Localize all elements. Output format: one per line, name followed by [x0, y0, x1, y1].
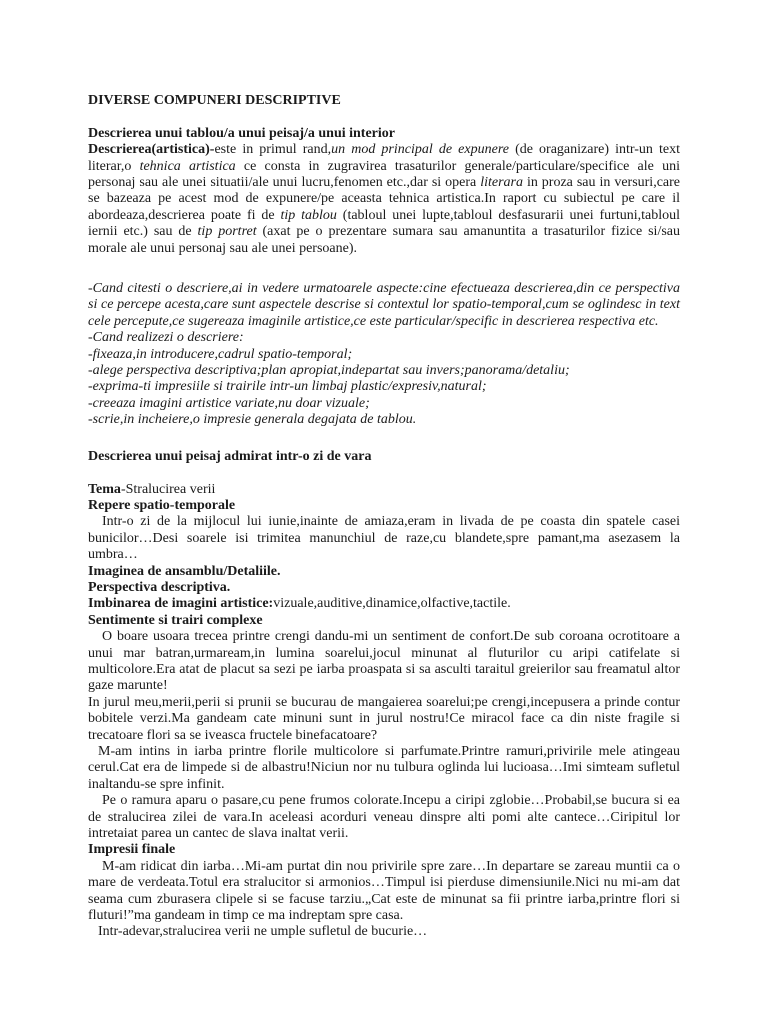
text-run: in proza sau in versuri,care se bazeaza pe acest mod de expunere/pe aceasta tehnica artistica.In raport cu subiectul pe care il abordeaza,descrierea poate fi de — [88, 175, 680, 223]
tips-intro: -Cand citesti o descriere,ai in vedere urmatoarele aspecte:cine efectueaza descrierea,din ce perspectiva si ce percepe acesta,care sunt aspectele descrise si contextul lor spatio-temporal,cum se oglindesc in text cele percepute,ce sugereaza imaginile artistice,ce este particular/specific in descrierea respectiva etc. — [88, 281, 680, 329]
italic-run: tip tablou — [280, 207, 337, 223]
paragraph: In jurul meu,merii,perii si prunii se bucurau de mangaierea soarelui;pe crengi,incepusera a prinde contur bobitele verzi.Ma gandeam cate minuni sunt in jurul nostru!Ce miracol face ca din niste fragile si trecatoare flori sa se iveasca fructele binefacatoare? — [88, 694, 680, 743]
tips-list — [88, 330, 680, 428]
tema-line — [88, 482, 680, 498]
text-run: (de oraganizare) intr-un text literar,o — [88, 142, 680, 174]
spacer — [88, 257, 680, 281]
paragraph: Intr-adevar,stralucirea verii ne umple sufletul de bucurie… — [98, 924, 428, 940]
text-run: (axat pe o prezentare sumara sau amanuntita a trasaturilor fizice si/sau morale ale unui personaj sau ale unei persoane). — [88, 224, 680, 256]
spacer — [88, 109, 680, 125]
subheading: Perspectiva descriptiva. — [88, 579, 231, 595]
subheading: Sentimente si trairi complexe — [88, 612, 263, 628]
tip-item: -scrie,in incheiere,o impresie generala degajata de tablou. — [88, 412, 417, 428]
tip-item: -creeaza imagini artistice variate,nu doar vizuale; — [88, 395, 370, 411]
imbinarea-label: Imbinarea de imagini artistice: — [88, 596, 274, 612]
term: Descrierea(artistica)- — [88, 142, 215, 158]
spacer — [88, 465, 680, 481]
section-heading: Descrierea unui peisaj admirat intr-o zi de vara — [88, 448, 372, 464]
document-title: DIVERSE COMPUNERI DESCRIPTIVE — [88, 93, 341, 108]
definition-paragraph — [88, 142, 680, 257]
paragraph: Pe o ramura aparu o pasare,cu pene frumos colorate.Incepu a ciripi zglobie…Probabil,se bucura si ea de stralucirea zilei de vara.In aceleasi acorduri veneau dinspre alti pomi alte cantece…Ciripitul lor intretaiat parea un cantec de slava inaltat verii. — [88, 793, 680, 842]
subheading: Impresii finale — [88, 842, 176, 858]
paragraph: M-am intins in iarba printre florile multicolore si parfumate.Printre ramuri,privirile mele atingeau cerul.Cat era de limpede si de albastru!Niciun nor nu tulbura oglinda lui lucioasa…Imi simteam sufletul inaltandu-se spre infinit. — [88, 744, 680, 792]
paragraph: M-am ridicat din iarba…Mi-am purtat din nou privirile spre zare…In departare se zareau muntii ca o mare de verdeata.Totul era stralucitor si armonios…Timpul isi pierduse dimensiunile.Nici nu mi-am dat seama cum zburasera clipele si se facuse tarziu.„Cat este de minunat sa fii printre iarba,printre flori si fluturi!”ma gandeam in timp ce ma indreptam spre casa. — [88, 858, 680, 924]
section-heading: Descrierea unui tablou/a unui peisaj/a unui interior — [88, 125, 395, 141]
tip-item: -fixeaza,in introducere,cadrul spatio-temporal; — [88, 346, 353, 362]
tema-value: -Stralucirea verii — [120, 481, 216, 497]
tip-item: -exprima-ti impresiile si trairile intr-un limbaj plastic/expresiv,natural; — [88, 379, 487, 395]
imbinarea-value: vizuale,auditive,dinamice,olfactive,tactile. — [273, 596, 511, 612]
text-run: (tabloul unei lupte,tabloul desfasurarii unei furtuni,tabloul iernii etc.) sau de — [88, 207, 681, 240]
italic-run: tehnica artistica — [139, 158, 236, 174]
subheading: Repere spatio-temporale — [88, 497, 236, 513]
text-run: ce consta in zugravirea trasaturilor generale/particulare/specifice ale uni personaj sau ale unei situatii/ale unui lucru,fenomen etc.,dar si opera — [88, 158, 680, 191]
subheading: Imaginea de ansamblu/Detaliile. — [88, 563, 281, 579]
paragraph: O boare usoara trecea printre crengi dandu-mi un sentiment de confort.De sub coroana ocrotitoare a unui mar batran,urmaream,in lumina soarelui,jocul minunat al fluturilor cu aripi catifelate si multicolore.Era atat de placut sa sezi pe iarba proaspata si sa asculti taraitul greierilor sau freamatul altor gaze marunte! — [88, 629, 680, 694]
tip-item: -alege perspectiva descriptiva;plan apropiat,indepartat sau invers;panorama/detaliu; — [88, 363, 570, 379]
italic-run: tip portret — [197, 224, 257, 240]
italic-run: un mod principal de expunere — [331, 142, 509, 158]
tema-label: Tema — [88, 481, 121, 497]
italic-run: literara — [480, 175, 523, 191]
tip-item: -Cand realizezi o descriere: — [88, 330, 244, 346]
paragraph: Intr-o zi de la mijlocul lui iunie,inainte de amiaza,eram in livada de pe coasta din spatele casei bunicilor…Desi soarele isi trimitea manunchiul de raze,cu blandete,spre pamant,ma asezasem la umbra… — [88, 514, 680, 563]
spacer — [88, 429, 680, 449]
text-run: este in primul rand, — [214, 142, 332, 158]
document-page — [88, 93, 680, 941]
imbinarea-line — [88, 596, 680, 612]
